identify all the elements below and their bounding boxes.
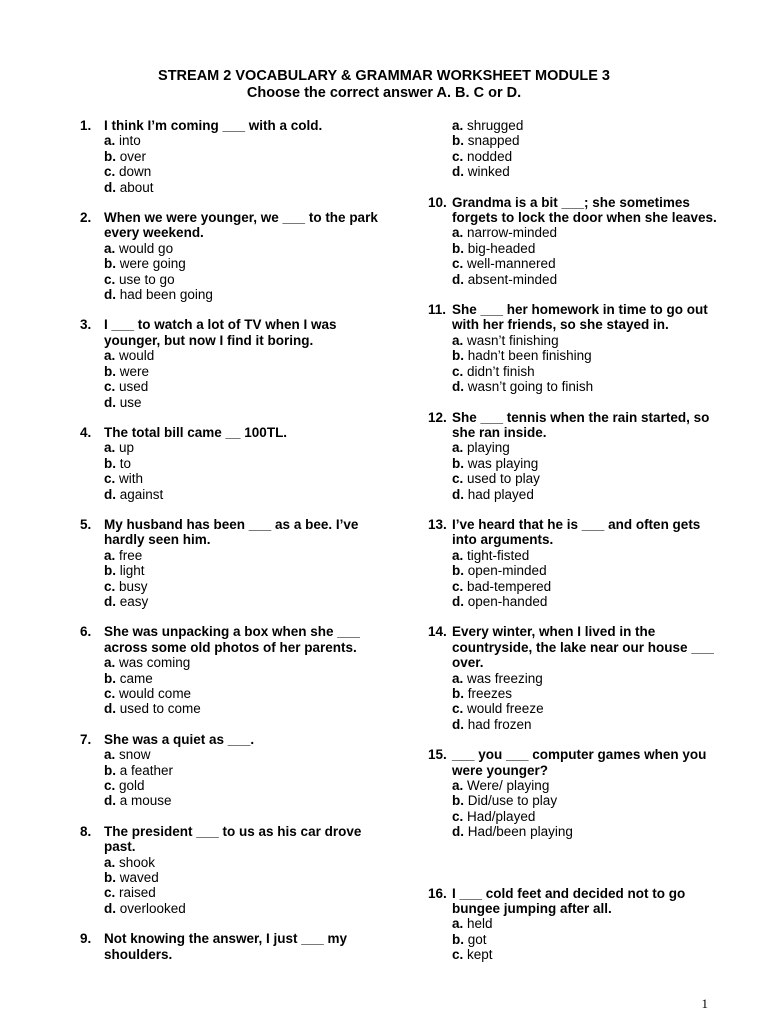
- answer-option: [452, 932, 728, 947]
- answer-option: [452, 118, 728, 133]
- option-text: overlooked: [119, 900, 186, 916]
- option-text: would come: [119, 686, 192, 701]
- answer-option: [104, 855, 380, 870]
- option-letter: b.: [104, 762, 116, 778]
- option-text: snapped: [467, 133, 520, 149]
- option-letter: d.: [104, 486, 116, 502]
- answer-option: [104, 655, 380, 670]
- question-stem: The president ___ to us as his car drove past.: [104, 823, 362, 855]
- option-text: shrugged: [467, 118, 524, 133]
- option-text: use to go: [119, 271, 175, 287]
- option-letter: d.: [104, 593, 116, 609]
- answer-option: [104, 149, 380, 164]
- option-letter: d.: [104, 287, 116, 303]
- option-text: freezes: [467, 686, 513, 701]
- answer-option: [452, 778, 728, 793]
- option-text: had been going: [119, 287, 213, 303]
- option-text: kept: [467, 947, 493, 963]
- option-text: winked: [467, 164, 510, 180]
- option-letter: b.: [452, 348, 464, 364]
- option-text: raised: [119, 885, 156, 901]
- answer-option: [104, 164, 380, 179]
- right-question-column: [428, 118, 728, 978]
- option-text: wasn’t finishing: [467, 332, 559, 348]
- question-item: [428, 195, 728, 287]
- option-letter: b.: [104, 455, 116, 471]
- option-text: to: [119, 455, 132, 471]
- answer-option: [104, 594, 380, 609]
- option-text: up: [119, 440, 135, 456]
- option-text: would: [119, 348, 155, 364]
- right-questions: [428, 195, 728, 963]
- answer-option: [452, 717, 728, 732]
- option-text: a feather: [119, 762, 174, 778]
- question-item: [428, 302, 728, 394]
- question-number: 14.: [428, 624, 447, 640]
- option-letter: c.: [452, 471, 464, 487]
- answer-option: [452, 916, 728, 931]
- question-stem: She ___ tennis when the rain started, so she ran inside.: [452, 409, 710, 440]
- answer-option: [104, 579, 380, 594]
- option-text: held: [467, 916, 493, 932]
- option-letter: a.: [104, 133, 116, 149]
- option-text: well-mannered: [467, 256, 556, 272]
- option-text: absent-minded: [467, 271, 558, 287]
- option-text: had frozen: [467, 716, 532, 732]
- question-stem: The total bill came __ 100TL.: [104, 424, 288, 440]
- option-letter: a.: [104, 547, 116, 563]
- answer-option: [104, 456, 380, 471]
- answer-option: [452, 348, 728, 363]
- option-letter: a.: [104, 854, 116, 870]
- question-stem: My husband has been ___ as a bee. I’ve hardly seen him.: [104, 516, 359, 548]
- answer-option: [104, 870, 380, 885]
- answer-option: [104, 885, 380, 900]
- option-letter: d.: [104, 179, 116, 195]
- option-text: Had/played: [467, 808, 536, 824]
- answer-option: [104, 471, 380, 486]
- question-stem: I think I’m coming ___ with a cold.: [104, 118, 323, 133]
- option-text: Had/been playing: [467, 824, 573, 840]
- question-item: [428, 410, 728, 502]
- option-letter: c.: [452, 808, 464, 824]
- answer-option: [104, 241, 380, 256]
- question-number: 6.: [80, 624, 92, 640]
- option-letter: a.: [104, 747, 116, 763]
- option-text: nodded: [467, 148, 513, 164]
- answer-option: [452, 256, 728, 271]
- option-text: free: [119, 547, 143, 563]
- answer-option: [452, 487, 728, 502]
- answer-option: [452, 809, 728, 824]
- option-letter: d.: [452, 824, 464, 840]
- option-letter: c.: [452, 363, 464, 379]
- answer-option: [452, 272, 728, 287]
- answer-option: [452, 594, 728, 609]
- question-number: 1.: [80, 118, 92, 133]
- question-stem: I’ve heard that he is ___ and often gets into arguments.: [452, 516, 701, 548]
- answer-option: [452, 793, 728, 808]
- option-text: over: [119, 148, 147, 164]
- answer-option: [104, 548, 380, 563]
- option-text: with: [119, 471, 144, 487]
- question-number: 4.: [80, 424, 92, 440]
- question-number: 8.: [80, 823, 92, 839]
- option-letter: a.: [104, 240, 116, 256]
- question-number: 2.: [80, 210, 92, 226]
- option-text: tight-fisted: [467, 547, 530, 563]
- answer-option: [104, 778, 380, 793]
- option-letter: a.: [452, 547, 464, 563]
- answer-option: [452, 456, 728, 471]
- answer-option: [452, 824, 728, 839]
- question-number: 10.: [428, 194, 447, 210]
- left-question-column: [80, 118, 380, 977]
- option-text: narrow-minded: [467, 225, 558, 241]
- worksheet-title: STREAM 2 VOCABULARY & GRAMMAR WORKSHEET MODULE 3: [158, 68, 610, 84]
- question-stem: I ___ cold feet and decided not to go bungee jumping after all.: [452, 885, 686, 917]
- option-letter: d.: [452, 716, 464, 732]
- option-text: big-headed: [467, 240, 536, 256]
- option-letter: b.: [452, 133, 464, 149]
- option-letter: b.: [104, 148, 116, 164]
- option-text: use: [119, 394, 142, 410]
- answer-option: [452, 379, 728, 394]
- question-number: 3.: [80, 317, 92, 333]
- page-number: 1: [701, 996, 708, 1011]
- option-letter: c.: [104, 578, 116, 594]
- option-letter: b.: [452, 563, 464, 579]
- option-letter: c.: [452, 701, 464, 717]
- option-text: Did/use to play: [467, 793, 558, 809]
- answer-option: [104, 563, 380, 578]
- answer-option: [452, 333, 728, 348]
- question-item: [428, 624, 728, 732]
- question-number: 9.: [80, 931, 92, 947]
- answer-option: [104, 671, 380, 686]
- answer-option: [452, 579, 728, 594]
- option-text: got: [467, 931, 487, 947]
- option-letter: b.: [104, 256, 116, 272]
- option-letter: c.: [104, 471, 116, 487]
- option-letter: d.: [452, 271, 464, 287]
- answer-option: [104, 793, 380, 808]
- option-letter: a.: [104, 655, 116, 671]
- answer-option: [452, 947, 728, 962]
- answer-option: [104, 256, 380, 271]
- question-item: [80, 425, 380, 502]
- answer-option: [104, 763, 380, 778]
- option-letter: c.: [452, 578, 464, 594]
- option-text: bad-tempered: [467, 578, 552, 594]
- question-stem: Not knowing the answer, I just ___ my shoulders.: [104, 931, 348, 962]
- question-number: 13.: [428, 516, 447, 532]
- answer-option: [452, 563, 728, 578]
- option-text: snow: [119, 747, 151, 763]
- option-letter: d.: [452, 379, 464, 395]
- question-item: [80, 931, 380, 962]
- answer-option: [104, 440, 380, 455]
- answer-option: [104, 395, 380, 410]
- option-letter: c.: [452, 947, 464, 963]
- option-text: would go: [119, 240, 174, 256]
- option-text: open-handed: [467, 593, 548, 609]
- question-item: [80, 517, 380, 609]
- option-text: open-minded: [467, 563, 547, 579]
- answer-option: [104, 180, 380, 195]
- worksheet-instructions: Choose the correct answer A. B. C or D.: [246, 85, 522, 101]
- question-stem: She was unpacking a box when she ___ across some old photos of her parents.: [104, 624, 360, 655]
- question-stem: She ___ her homework in time to go out with her friends, so she stayed in.: [452, 302, 708, 333]
- question-stem: Grandma is a bit ___; she sometimes forgets to lock the door when she leaves.: [452, 194, 717, 226]
- question-number: 5.: [80, 516, 92, 532]
- question-stem: Every winter, when I lived in the countryside, the lake near our house ___ over.: [452, 624, 714, 671]
- option-letter: a.: [452, 440, 464, 456]
- answer-option: [452, 364, 728, 379]
- option-text: a mouse: [119, 793, 172, 809]
- answer-option: [104, 287, 380, 302]
- worksheet-header: [0, 68, 768, 102]
- option-letter: c.: [452, 148, 464, 164]
- answer-option: [104, 487, 380, 502]
- option-text: into: [119, 133, 141, 149]
- option-letter: d.: [452, 164, 464, 180]
- option-letter: a.: [452, 778, 464, 794]
- option-letter: c.: [104, 686, 116, 701]
- question-number: 7.: [80, 731, 92, 747]
- option-text: Were/ playing: [467, 778, 550, 794]
- option-text: had played: [467, 486, 534, 502]
- option-text: busy: [119, 578, 148, 594]
- question-number: 11.: [428, 302, 447, 318]
- option-letter: a.: [104, 440, 116, 456]
- answer-option: [104, 747, 380, 762]
- option-letter: b.: [452, 240, 464, 256]
- option-letter: d.: [104, 701, 116, 717]
- option-text: about: [119, 179, 154, 195]
- option-letter: b.: [104, 870, 116, 886]
- answer-option: [104, 133, 380, 148]
- question-stem: I ___ to watch a lot of TV when I was younger, but now I find it boring.: [104, 317, 337, 348]
- answer-option: [452, 241, 728, 256]
- answer-option: [104, 348, 380, 363]
- option-letter: b.: [104, 563, 116, 579]
- option-text: used: [119, 379, 149, 395]
- answer-option: [452, 686, 728, 701]
- option-text: was coming: [119, 655, 191, 671]
- answer-option: [452, 225, 728, 240]
- option-letter: b.: [452, 931, 464, 947]
- option-text: shook: [119, 854, 156, 870]
- option-letter: a.: [104, 348, 116, 364]
- answer-option: [104, 701, 380, 716]
- option-text: playing: [467, 440, 510, 456]
- question-9-options: [428, 118, 728, 180]
- question-item: [80, 732, 380, 809]
- option-letter: d.: [104, 793, 116, 809]
- option-letter: d.: [452, 593, 464, 609]
- option-letter: b.: [452, 793, 464, 809]
- question-item: [428, 886, 728, 963]
- option-letter: a.: [452, 225, 464, 241]
- question-item: [80, 624, 380, 716]
- option-text: was freezing: [467, 670, 543, 686]
- option-text: didn’t finish: [467, 363, 535, 379]
- answer-option: [452, 471, 728, 486]
- option-text: against: [119, 486, 164, 502]
- option-text: gold: [119, 778, 145, 794]
- option-text: came: [119, 670, 153, 686]
- question-number: 12.: [428, 409, 447, 425]
- question-stem: She was a quiet as ___.: [104, 731, 255, 747]
- option-text: easy: [119, 593, 149, 609]
- question-item: [428, 747, 728, 839]
- answer-option: [452, 701, 728, 716]
- question-stem: ___ you ___ computer games when you were younger?: [452, 747, 707, 778]
- question-item: [428, 517, 728, 609]
- option-text: light: [119, 563, 145, 579]
- answer-option: [452, 671, 728, 686]
- option-letter: b.: [452, 686, 464, 701]
- option-text: were going: [119, 256, 186, 272]
- answer-option: [452, 440, 728, 455]
- option-text: used to play: [467, 471, 540, 487]
- option-letter: d.: [104, 900, 116, 916]
- option-text: hadn’t been finishing: [467, 348, 592, 364]
- option-letter: d.: [452, 486, 464, 502]
- option-letter: d.: [104, 394, 116, 410]
- option-letter: a.: [452, 332, 464, 348]
- answer-option: [452, 548, 728, 563]
- option-letter: c.: [104, 164, 116, 180]
- question-number: 15.: [428, 747, 447, 763]
- option-text: down: [119, 164, 152, 180]
- question-item: [80, 317, 380, 409]
- option-letter: c.: [104, 885, 116, 901]
- option-text: would freeze: [467, 701, 544, 717]
- answer-option: [452, 149, 728, 164]
- option-letter: b.: [452, 455, 464, 471]
- answer-option: [452, 164, 728, 179]
- option-text: waved: [119, 870, 159, 886]
- option-text: wasn’t going to finish: [467, 379, 594, 395]
- answer-option: [104, 364, 380, 379]
- option-text: used to come: [119, 701, 201, 717]
- question-item: [80, 210, 380, 302]
- option-letter: c.: [104, 379, 116, 395]
- option-letter: c.: [104, 778, 116, 794]
- option-text: was playing: [467, 455, 539, 471]
- question-number: 16.: [428, 885, 447, 901]
- answer-option: [452, 133, 728, 148]
- answer-option: [104, 272, 380, 287]
- option-letter: b.: [104, 670, 116, 686]
- option-letter: a.: [452, 670, 464, 686]
- question-item: [80, 824, 380, 916]
- answer-option: [104, 379, 380, 394]
- option-letter: a.: [452, 916, 464, 932]
- answer-option: [104, 901, 380, 916]
- option-letter: a.: [452, 118, 464, 133]
- answer-option: [104, 686, 380, 701]
- option-text: were: [119, 363, 150, 379]
- option-letter: c.: [452, 256, 464, 272]
- option-letter: c.: [104, 271, 116, 287]
- option-letter: b.: [104, 363, 116, 379]
- question-item: [80, 118, 380, 195]
- question-stem: When we were younger, we ___ to the park every weekend.: [104, 210, 378, 241]
